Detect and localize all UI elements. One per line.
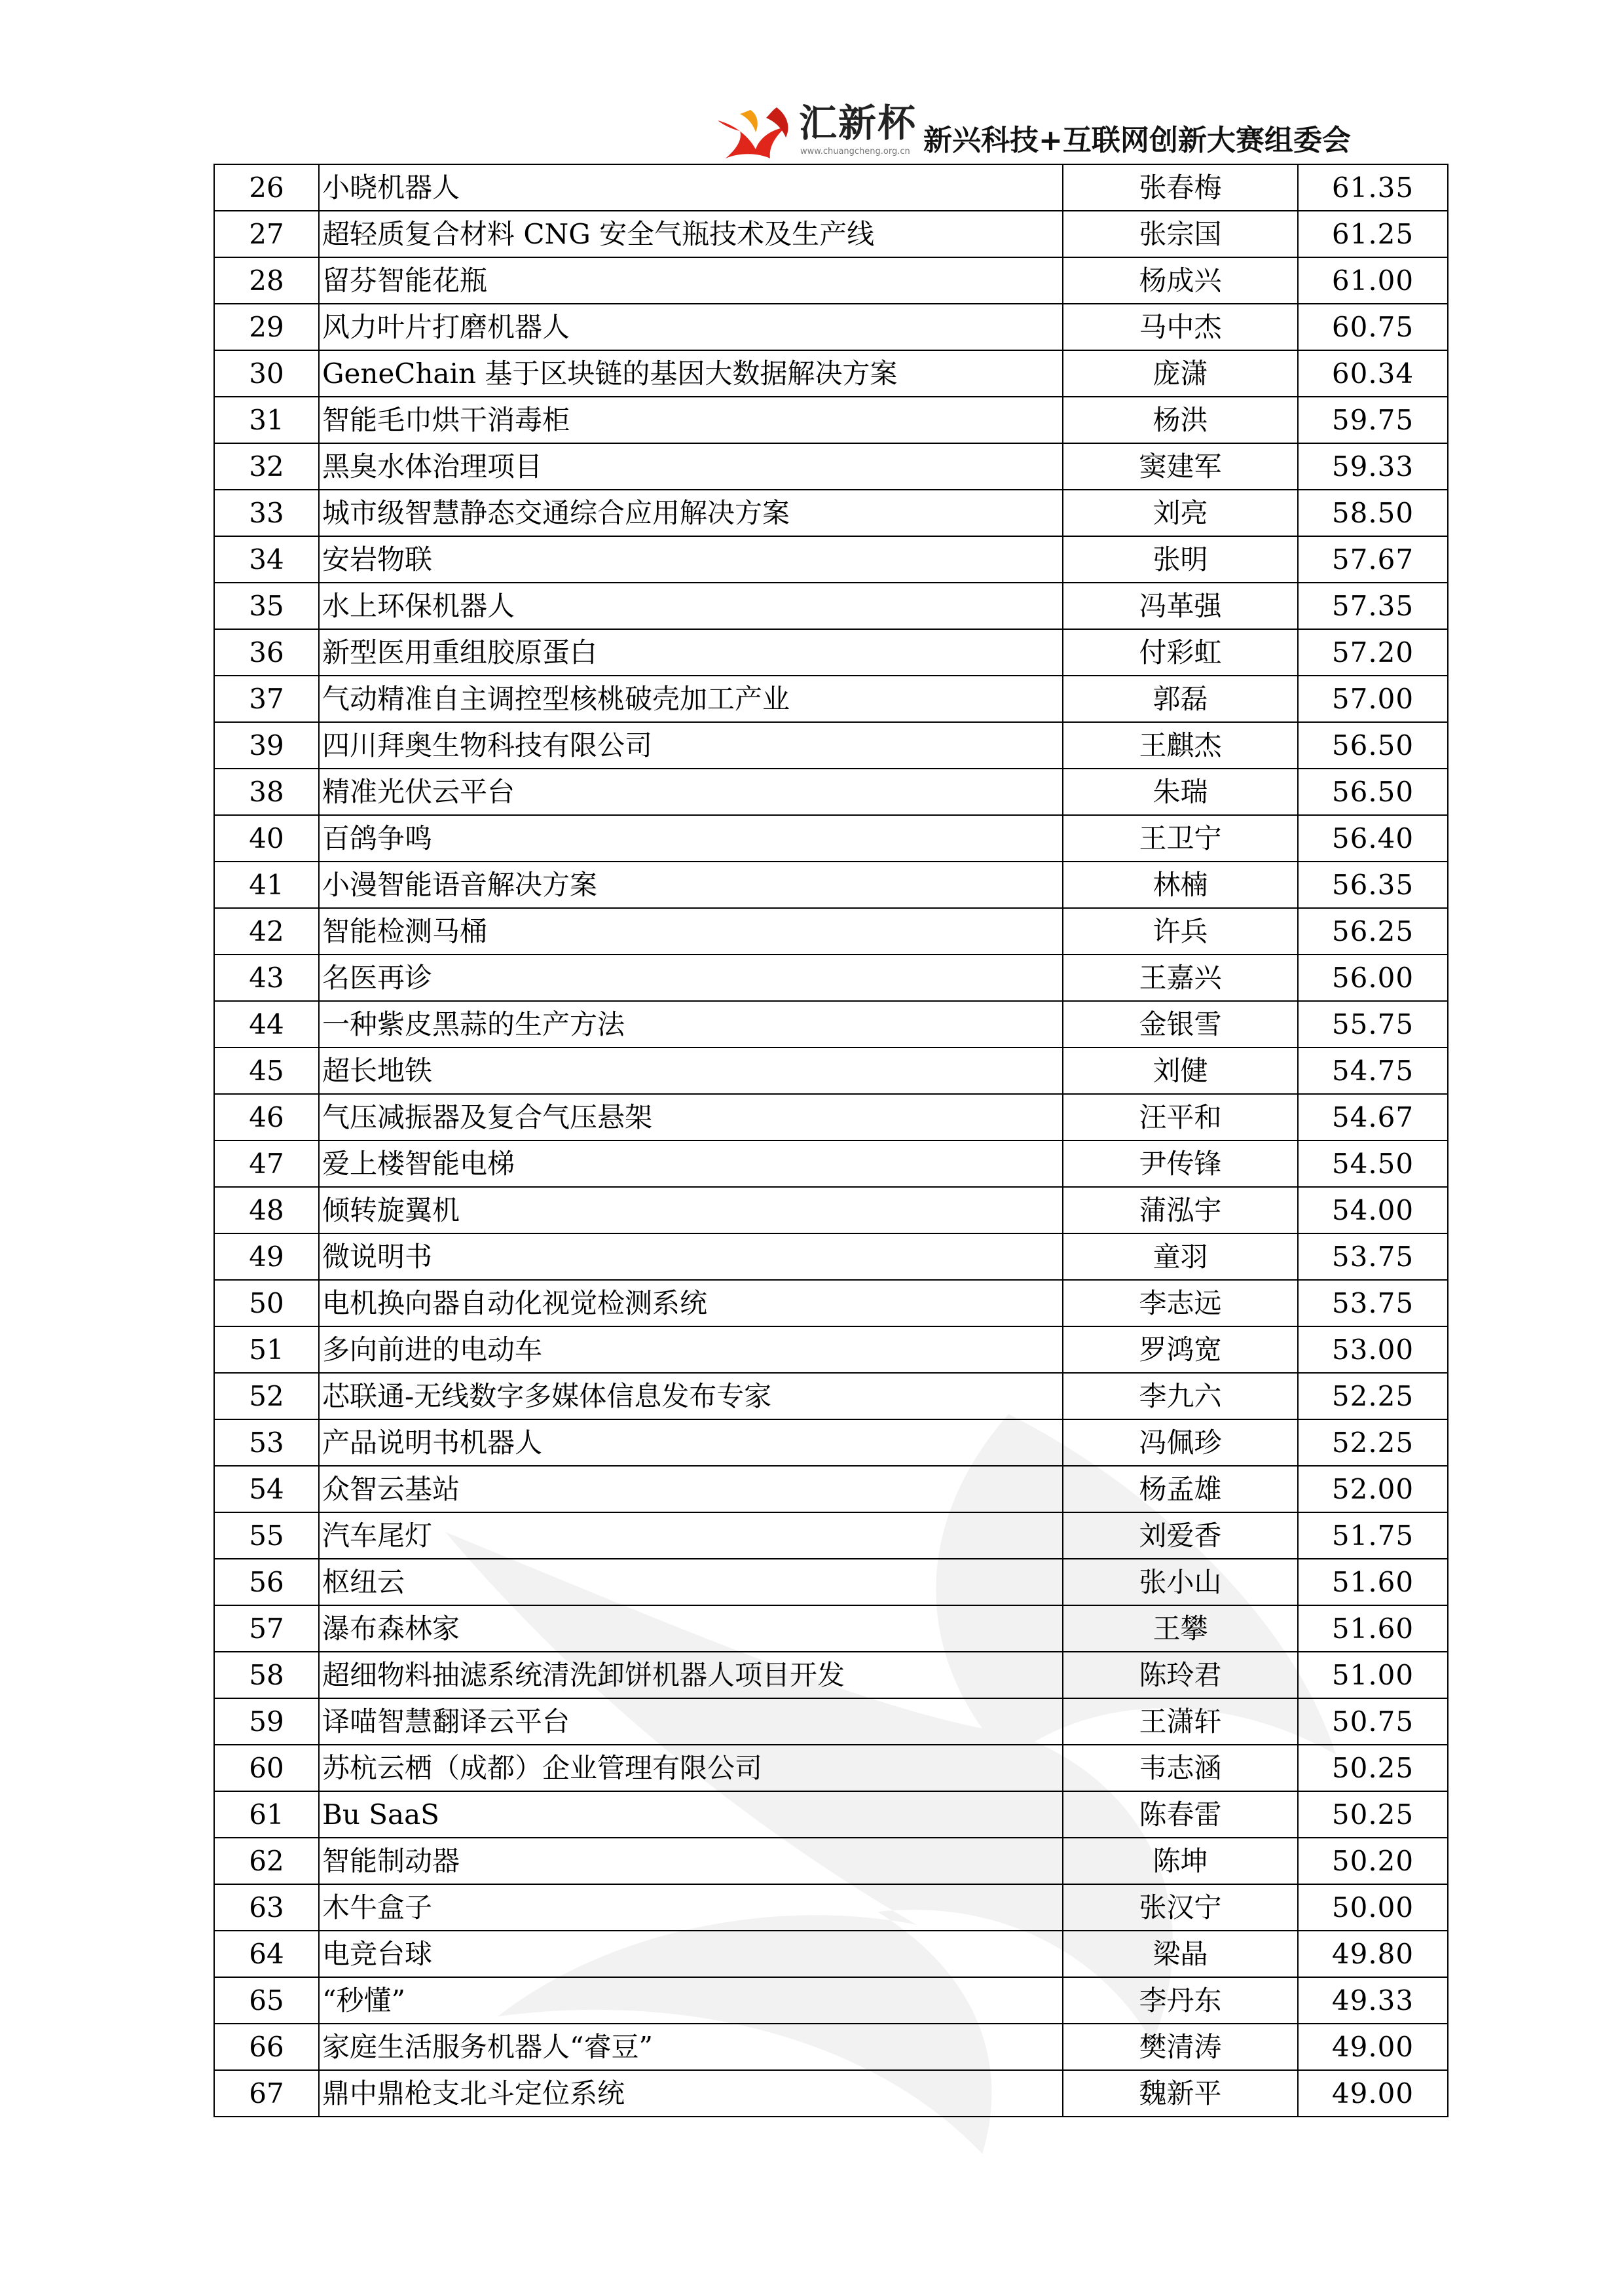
rank-cell: 29 bbox=[214, 304, 319, 350]
rank-cell: 40 bbox=[214, 815, 319, 862]
project-cell: 译喵智慧翻译云平台 bbox=[319, 1698, 1063, 1745]
score-cell: 50.75 bbox=[1298, 1698, 1448, 1745]
table-row bbox=[214, 1373, 1448, 1419]
rank-cell: 30 bbox=[214, 350, 319, 397]
rank-cell: 33 bbox=[214, 490, 319, 536]
leader-cell: 金银雪 bbox=[1063, 1001, 1298, 1048]
leader-cell: 李九六 bbox=[1063, 1373, 1298, 1419]
leader-cell: 王嘉兴 bbox=[1063, 955, 1298, 1001]
table-row bbox=[214, 722, 1448, 769]
leader-cell: 韦志涵 bbox=[1063, 1745, 1298, 1791]
project-cell: 鼎中鼎枪支北斗定位系统 bbox=[319, 2070, 1063, 2117]
score-cell: 49.80 bbox=[1298, 1931, 1448, 1977]
leader-cell: 杨成兴 bbox=[1063, 257, 1298, 304]
rank-cell: 53 bbox=[214, 1419, 319, 1466]
project-cell: 留芬智能花瓶 bbox=[319, 257, 1063, 304]
project-cell: 智能检测马桶 bbox=[319, 908, 1063, 955]
table-row bbox=[214, 2070, 1448, 2117]
leader-cell: 李丹东 bbox=[1063, 1977, 1298, 2024]
table-row bbox=[214, 1512, 1448, 1559]
table-row bbox=[214, 536, 1448, 583]
table-row bbox=[214, 2024, 1448, 2070]
leader-cell: 王潇轩 bbox=[1063, 1698, 1298, 1745]
score-cell: 49.00 bbox=[1298, 2070, 1448, 2117]
score-cell: 51.60 bbox=[1298, 1605, 1448, 1652]
score-cell: 60.34 bbox=[1298, 350, 1448, 397]
project-cell: 芯联通-无线数字多媒体信息发布专家 bbox=[319, 1373, 1063, 1419]
project-cell: 智能制动器 bbox=[319, 1838, 1063, 1884]
project-cell: GeneChain 基于区块链的基因大数据解决方案 bbox=[319, 350, 1063, 397]
project-cell: 一种紫皮黑蒜的生产方法 bbox=[319, 1001, 1063, 1048]
table-row bbox=[214, 1280, 1448, 1326]
project-cell: 爱上楼智能电梯 bbox=[319, 1140, 1063, 1187]
project-cell: 电竞台球 bbox=[319, 1931, 1063, 1977]
table-row bbox=[214, 257, 1448, 304]
leader-cell: 李志远 bbox=[1063, 1280, 1298, 1326]
score-cell: 59.33 bbox=[1298, 443, 1448, 490]
score-cell: 53.75 bbox=[1298, 1233, 1448, 1280]
rank-cell: 26 bbox=[214, 164, 319, 211]
table-row bbox=[214, 862, 1448, 908]
score-cell: 50.25 bbox=[1298, 1745, 1448, 1791]
score-cell: 61.00 bbox=[1298, 257, 1448, 304]
table-row bbox=[214, 1652, 1448, 1698]
table-row bbox=[214, 211, 1448, 257]
table-row bbox=[214, 1419, 1448, 1466]
rank-cell: 65 bbox=[214, 1977, 319, 2024]
leader-cell: 庞潇 bbox=[1063, 350, 1298, 397]
rank-cell: 37 bbox=[214, 676, 319, 722]
rank-cell: 56 bbox=[214, 1559, 319, 1605]
leader-cell: 陈春雷 bbox=[1063, 1791, 1298, 1838]
table-row bbox=[214, 1326, 1448, 1373]
logo-text: 汇新杯 bbox=[799, 101, 917, 145]
score-cell: 54.00 bbox=[1298, 1187, 1448, 1233]
rank-cell: 49 bbox=[214, 1233, 319, 1280]
rank-cell: 57 bbox=[214, 1605, 319, 1652]
rank-cell: 51 bbox=[214, 1326, 319, 1373]
rank-cell: 52 bbox=[214, 1373, 319, 1419]
project-cell: 百鸽争鸣 bbox=[319, 815, 1063, 862]
score-cell: 52.25 bbox=[1298, 1419, 1448, 1466]
project-cell: 小漫智能语音解决方案 bbox=[319, 862, 1063, 908]
leader-cell: 罗鸿宽 bbox=[1063, 1326, 1298, 1373]
leader-cell: 马中杰 bbox=[1063, 304, 1298, 350]
leader-cell: 刘亮 bbox=[1063, 490, 1298, 536]
score-cell: 49.33 bbox=[1298, 1977, 1448, 2024]
table-row bbox=[214, 397, 1448, 443]
leader-cell: 汪平和 bbox=[1063, 1094, 1298, 1140]
project-cell: 小晓机器人 bbox=[319, 164, 1063, 211]
score-cell: 51.60 bbox=[1298, 1559, 1448, 1605]
project-cell: 城市级智慧静态交通综合应用解决方案 bbox=[319, 490, 1063, 536]
rank-cell: 47 bbox=[214, 1140, 319, 1187]
score-cell: 57.00 bbox=[1298, 676, 1448, 722]
score-cell: 57.20 bbox=[1298, 629, 1448, 676]
table-row bbox=[214, 1559, 1448, 1605]
project-cell: 四川拜奥生物科技有限公司 bbox=[319, 722, 1063, 769]
leader-cell: 杨洪 bbox=[1063, 397, 1298, 443]
table-row bbox=[214, 1977, 1448, 2024]
project-cell: 木牛盒子 bbox=[319, 1884, 1063, 1931]
table-row bbox=[214, 908, 1448, 955]
leader-cell: 王卫宁 bbox=[1063, 815, 1298, 862]
table-row bbox=[214, 1838, 1448, 1884]
leader-cell: 魏新平 bbox=[1063, 2070, 1298, 2117]
project-cell: 超长地铁 bbox=[319, 1048, 1063, 1094]
rank-cell: 58 bbox=[214, 1652, 319, 1698]
table-row bbox=[214, 304, 1448, 350]
project-cell: 气动精准自主调控型核桃破壳加工产业 bbox=[319, 676, 1063, 722]
leader-cell: 蒲泓宇 bbox=[1063, 1187, 1298, 1233]
project-cell: 新型医用重组胶原蛋白 bbox=[319, 629, 1063, 676]
score-cell: 50.00 bbox=[1298, 1884, 1448, 1931]
score-cell: 58.50 bbox=[1298, 490, 1448, 536]
score-cell: 49.00 bbox=[1298, 2024, 1448, 2070]
table-row bbox=[214, 443, 1448, 490]
rank-cell: 44 bbox=[214, 1001, 319, 1048]
project-cell: 风力叶片打磨机器人 bbox=[319, 304, 1063, 350]
leader-cell: 张明 bbox=[1063, 536, 1298, 583]
table-row bbox=[214, 164, 1448, 211]
leader-cell: 陈坤 bbox=[1063, 1838, 1298, 1884]
rank-cell: 39 bbox=[214, 722, 319, 769]
score-cell: 51.00 bbox=[1298, 1652, 1448, 1698]
rank-cell: 60 bbox=[214, 1745, 319, 1791]
score-cell: 50.25 bbox=[1298, 1791, 1448, 1838]
score-cell: 54.67 bbox=[1298, 1094, 1448, 1140]
project-cell: 水上环保机器人 bbox=[319, 583, 1063, 629]
leader-cell: 朱瑞 bbox=[1063, 769, 1298, 815]
leader-cell: 冯佩珍 bbox=[1063, 1419, 1298, 1466]
rank-cell: 43 bbox=[214, 955, 319, 1001]
leader-cell: 付彩虹 bbox=[1063, 629, 1298, 676]
leader-cell: 刘健 bbox=[1063, 1048, 1298, 1094]
rank-cell: 64 bbox=[214, 1931, 319, 1977]
project-cell: “秒懂” bbox=[319, 1977, 1063, 2024]
rank-cell: 28 bbox=[214, 257, 319, 304]
table-row bbox=[214, 1187, 1448, 1233]
results-table bbox=[213, 164, 1449, 2117]
table-row bbox=[214, 1605, 1448, 1652]
project-cell: 智能毛巾烘干消毒柜 bbox=[319, 397, 1063, 443]
project-cell: 微说明书 bbox=[319, 1233, 1063, 1280]
leader-cell: 郭磊 bbox=[1063, 676, 1298, 722]
project-cell: 产品说明书机器人 bbox=[319, 1419, 1063, 1466]
leader-cell: 童羽 bbox=[1063, 1233, 1298, 1280]
project-cell: 汽车尾灯 bbox=[319, 1512, 1063, 1559]
rank-cell: 67 bbox=[214, 2070, 319, 2117]
score-cell: 54.50 bbox=[1298, 1140, 1448, 1187]
score-cell: 56.50 bbox=[1298, 769, 1448, 815]
table-row bbox=[214, 350, 1448, 397]
rank-cell: 45 bbox=[214, 1048, 319, 1094]
table-row bbox=[214, 1048, 1448, 1094]
page-header bbox=[714, 98, 1454, 164]
rank-cell: 31 bbox=[214, 397, 319, 443]
table-row bbox=[214, 1233, 1448, 1280]
rank-cell: 32 bbox=[214, 443, 319, 490]
leader-cell: 刘爱香 bbox=[1063, 1512, 1298, 1559]
leader-cell: 杨孟雄 bbox=[1063, 1466, 1298, 1512]
score-cell: 53.75 bbox=[1298, 1280, 1448, 1326]
phoenix-logo-icon bbox=[714, 101, 799, 160]
rank-cell: 36 bbox=[214, 629, 319, 676]
table-row bbox=[214, 1001, 1448, 1048]
table-row bbox=[214, 1466, 1448, 1512]
table-row bbox=[214, 1791, 1448, 1838]
leader-cell: 许兵 bbox=[1063, 908, 1298, 955]
project-cell: 超轻质复合材料 CNG 安全气瓶技术及生产线 bbox=[319, 211, 1063, 257]
score-cell: 57.67 bbox=[1298, 536, 1448, 583]
score-cell: 59.75 bbox=[1298, 397, 1448, 443]
rank-cell: 42 bbox=[214, 908, 319, 955]
table-row bbox=[214, 1884, 1448, 1931]
score-cell: 56.40 bbox=[1298, 815, 1448, 862]
score-cell: 51.75 bbox=[1298, 1512, 1448, 1559]
table-row bbox=[214, 490, 1448, 536]
rank-cell: 35 bbox=[214, 583, 319, 629]
leader-cell: 窦建军 bbox=[1063, 443, 1298, 490]
score-cell: 54.75 bbox=[1298, 1048, 1448, 1094]
leader-cell: 张宗国 bbox=[1063, 211, 1298, 257]
rank-cell: 59 bbox=[214, 1698, 319, 1745]
project-cell: 多向前进的电动车 bbox=[319, 1326, 1063, 1373]
rank-cell: 54 bbox=[214, 1466, 319, 1512]
table-row bbox=[214, 1140, 1448, 1187]
organizer-title: 新兴科技+互联网创新大赛组委会 bbox=[923, 124, 1351, 157]
project-cell: 瀑布森林家 bbox=[319, 1605, 1063, 1652]
project-cell: 众智云基站 bbox=[319, 1466, 1063, 1512]
project-cell: 电机换向器自动化视觉检测系统 bbox=[319, 1280, 1063, 1326]
rank-cell: 62 bbox=[214, 1838, 319, 1884]
project-cell: Bu SaaS bbox=[319, 1791, 1063, 1838]
project-cell: 家庭生活服务机器人“睿豆” bbox=[319, 2024, 1063, 2070]
score-cell: 55.75 bbox=[1298, 1001, 1448, 1048]
project-cell: 超细物料抽滤系统清洗卸饼机器人项目开发 bbox=[319, 1652, 1063, 1698]
leader-cell: 张春梅 bbox=[1063, 164, 1298, 211]
table-row bbox=[214, 676, 1448, 722]
rank-cell: 38 bbox=[214, 769, 319, 815]
table-row bbox=[214, 1931, 1448, 1977]
table-row bbox=[214, 815, 1448, 862]
table-row bbox=[214, 769, 1448, 815]
project-cell: 安岩物联 bbox=[319, 536, 1063, 583]
score-cell: 56.35 bbox=[1298, 862, 1448, 908]
score-cell: 61.25 bbox=[1298, 211, 1448, 257]
leader-cell: 樊清涛 bbox=[1063, 2024, 1298, 2070]
leader-cell: 张汉宁 bbox=[1063, 1884, 1298, 1931]
table-row bbox=[214, 583, 1448, 629]
leader-cell: 王麒杰 bbox=[1063, 722, 1298, 769]
project-cell: 苏杭云栖（成都）企业管理有限公司 bbox=[319, 1745, 1063, 1791]
score-cell: 61.35 bbox=[1298, 164, 1448, 211]
score-cell: 56.50 bbox=[1298, 722, 1448, 769]
rank-cell: 66 bbox=[214, 2024, 319, 2070]
leader-cell: 林楠 bbox=[1063, 862, 1298, 908]
rank-cell: 27 bbox=[214, 211, 319, 257]
rank-cell: 63 bbox=[214, 1884, 319, 1931]
table-row bbox=[214, 955, 1448, 1001]
project-cell: 气压减振器及复合气压悬架 bbox=[319, 1094, 1063, 1140]
logo-url: www.chuangcheng.org.cn bbox=[800, 147, 910, 156]
rank-cell: 55 bbox=[214, 1512, 319, 1559]
rank-cell: 34 bbox=[214, 536, 319, 583]
table-row bbox=[214, 1745, 1448, 1791]
leader-cell: 梁晶 bbox=[1063, 1931, 1298, 1977]
score-cell: 53.00 bbox=[1298, 1326, 1448, 1373]
table-row bbox=[214, 1698, 1448, 1745]
project-cell: 名医再诊 bbox=[319, 955, 1063, 1001]
project-cell: 精准光伏云平台 bbox=[319, 769, 1063, 815]
score-cell: 56.25 bbox=[1298, 908, 1448, 955]
score-cell: 56.00 bbox=[1298, 955, 1448, 1001]
project-cell: 枢纽云 bbox=[319, 1559, 1063, 1605]
leader-cell: 冯革强 bbox=[1063, 583, 1298, 629]
project-cell: 倾转旋翼机 bbox=[319, 1187, 1063, 1233]
rank-cell: 46 bbox=[214, 1094, 319, 1140]
rank-cell: 48 bbox=[214, 1187, 319, 1233]
leader-cell: 王攀 bbox=[1063, 1605, 1298, 1652]
table-row bbox=[214, 629, 1448, 676]
score-cell: 50.20 bbox=[1298, 1838, 1448, 1884]
leader-cell: 张小山 bbox=[1063, 1559, 1298, 1605]
table-row bbox=[214, 1094, 1448, 1140]
score-cell: 52.25 bbox=[1298, 1373, 1448, 1419]
results-table-body bbox=[214, 164, 1448, 2117]
rank-cell: 41 bbox=[214, 862, 319, 908]
project-cell: 黑臭水体治理项目 bbox=[319, 443, 1063, 490]
score-cell: 60.75 bbox=[1298, 304, 1448, 350]
leader-cell: 陈玲君 bbox=[1063, 1652, 1298, 1698]
rank-cell: 50 bbox=[214, 1280, 319, 1326]
score-cell: 57.35 bbox=[1298, 583, 1448, 629]
score-cell: 52.00 bbox=[1298, 1466, 1448, 1512]
leader-cell: 尹传锋 bbox=[1063, 1140, 1298, 1187]
rank-cell: 61 bbox=[214, 1791, 319, 1838]
